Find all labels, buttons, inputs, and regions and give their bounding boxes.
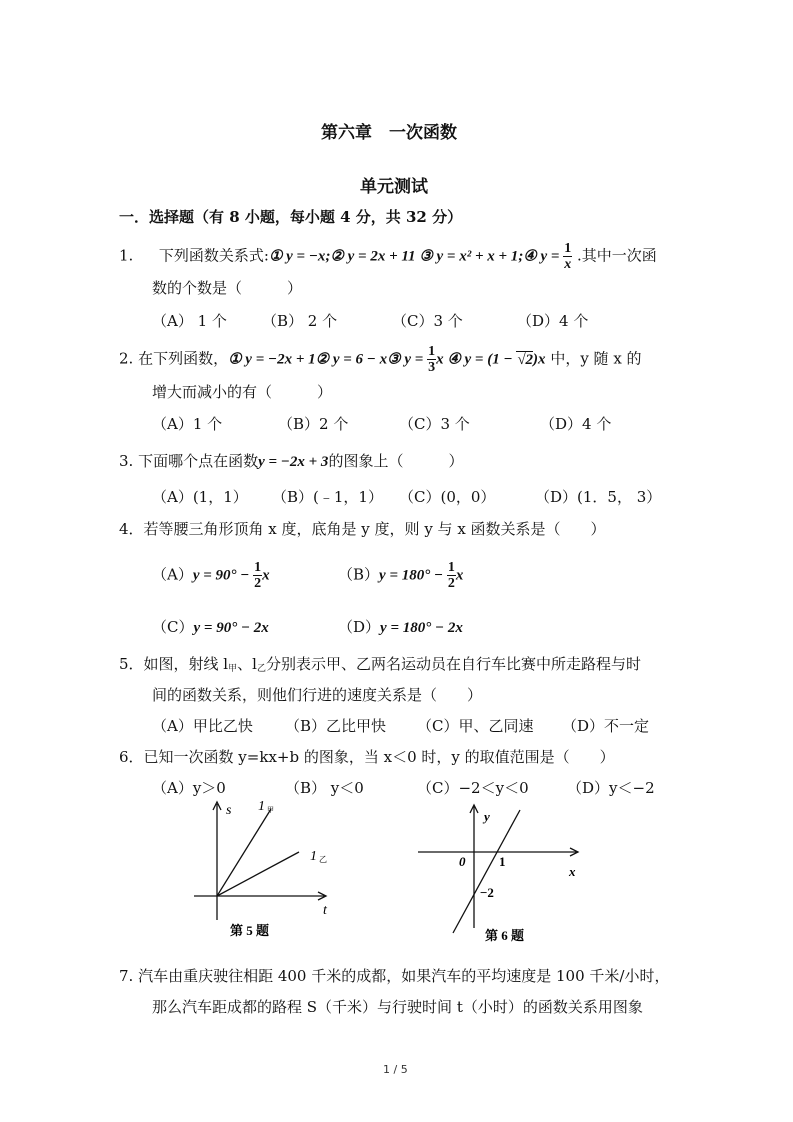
question-text: 那么汽车距成都的路程 S（千米）与行驶时间 t（小时）的函数关系用图象	[152, 998, 643, 1016]
figure-6-graph	[410, 800, 590, 948]
fraction: $\frac{1}{3}$	[428, 344, 436, 375]
math-expression: ;④ y =	[518, 248, 564, 265]
label-l-yi: 1	[310, 849, 317, 864]
question-text: 增大而减小的有（ ）	[152, 383, 333, 401]
question-text: 间的函数关系，则他们行进的速度关系是（ ）	[152, 686, 483, 704]
option-b: （B）乙比甲快	[285, 717, 387, 735]
option-c: （C）−2＜y＜0	[417, 779, 529, 797]
figure-6-caption: 第 6 题	[485, 928, 525, 943]
question-1	[119, 241, 657, 272]
question-3	[119, 451, 463, 472]
option-a: （A）(1，1）	[152, 488, 248, 506]
math-expression: ① y = −2x + 1	[228, 351, 316, 368]
option-d: （D）不一定	[562, 717, 650, 735]
question-2	[119, 344, 642, 375]
question-text: 在下列函数，	[138, 349, 229, 368]
option-b: （B） y＜0	[285, 779, 364, 797]
option-c: （C）y = 90° − 2x	[152, 618, 269, 636]
section-heading: 一．选择题（有 8 小题，每小题 4 分，共 32 分）	[119, 208, 463, 226]
math-expression: ③ y = x² + x + 1	[415, 248, 519, 265]
option-b: （B） 2 个	[262, 312, 338, 330]
option-b: （B）(﹣1，1）	[272, 488, 383, 506]
math-expression: )x	[533, 351, 546, 368]
figure-5-graph	[180, 796, 350, 944]
math-expression: ② y = 6 − x	[315, 351, 388, 368]
option-a: （A）1 个	[152, 415, 223, 433]
question-text: 的图象上（ ）	[328, 452, 464, 470]
option-a: （A）甲比乙快	[152, 717, 253, 735]
option-a: （A）y = 90° − $\frac{1}{2}$ x	[152, 560, 270, 591]
axis-label-s: s	[226, 803, 232, 818]
math-expression: ③ y =	[387, 351, 428, 368]
function-line	[453, 810, 520, 933]
page-number: 1 / 5	[383, 1063, 408, 1076]
fraction: $\frac{1}{x}$	[564, 241, 572, 272]
sqrt-expression: √2	[517, 351, 534, 368]
math-expression: ④ y = (1 −	[443, 351, 517, 368]
line-yi	[217, 852, 299, 896]
option-d: （D）4 个	[517, 312, 589, 330]
chapter-title: 第六章 一次函数	[321, 123, 457, 143]
label-l-yi-sub: 乙	[319, 855, 327, 864]
math-expression: ;② y = 2x + 11	[325, 248, 416, 265]
question-number: 2.	[119, 349, 134, 368]
option-c: （C）3 个	[392, 312, 463, 330]
math-expression: y = −2x + 3	[258, 454, 329, 470]
axis-label-y: y	[484, 809, 490, 824]
origin-label: 0	[459, 854, 466, 869]
option-d: （D）y＜−2	[567, 779, 655, 797]
question-7: 7. 汽车由重庆驶往相距 400 千米的成都，如果汽车的平均速度是 100 千米/小时，	[119, 967, 670, 985]
option-c: （C）甲、乙同速	[417, 717, 534, 735]
question-6: 6．已知一次函数 y=kx+b 的图象，当 x＜0 时，y 的取值范围是（ ）	[119, 748, 615, 766]
option-c: （C）3 个	[399, 415, 470, 433]
label-l-jia: 1	[258, 799, 265, 814]
option-a: （A）y＞0	[152, 779, 226, 797]
question-text: 数的个数是（ ）	[152, 279, 303, 297]
line-jia	[217, 809, 271, 896]
axis-label-x: x	[569, 864, 576, 879]
unit-title: 单元测试	[360, 177, 428, 197]
figure-5-caption: 第 5 题	[230, 923, 270, 938]
question-text: 3. 下面哪个点在函数	[119, 452, 259, 470]
option-d: （D）4 个	[540, 415, 612, 433]
fraction: $\frac{1}{2}$	[254, 560, 262, 591]
label-l-jia-sub: 甲	[267, 806, 274, 814]
option-b: （B）y = 180° − $\frac{1}{2}$ x	[338, 560, 464, 591]
y-intercept-label: −2	[480, 885, 494, 900]
option-d: （D）(1．5， 3）	[535, 488, 662, 506]
math-expression: ① y = −x	[268, 248, 326, 265]
question-4: 4．若等腰三角形顶角 x 度，底角是 y 度，则 y 与 x 函数关系是（ ）	[119, 520, 606, 538]
question-5: 5．如图，射线 $l_甲$、$l_乙$分别表示甲、乙两名运动员在自行车比赛中所走路程与时	[119, 655, 641, 674]
option-a: （A） 1 个	[152, 312, 227, 330]
x-intercept-label: 1	[499, 854, 506, 869]
axis-label-t: t	[323, 903, 327, 918]
question-text: 中，y 随 x 的	[545, 349, 642, 368]
question-text: .其中一次函	[572, 246, 657, 265]
question-number: 1.	[119, 246, 134, 265]
option-d: （D）y = 180° − 2x	[338, 618, 463, 636]
fraction: $\frac{1}{2}$	[447, 560, 455, 591]
question-text: 下列函数关系式:	[158, 246, 269, 265]
option-c: （C）(0，0）	[399, 488, 496, 506]
option-b: （B）2 个	[278, 415, 349, 433]
math-expression: x	[436, 351, 444, 368]
